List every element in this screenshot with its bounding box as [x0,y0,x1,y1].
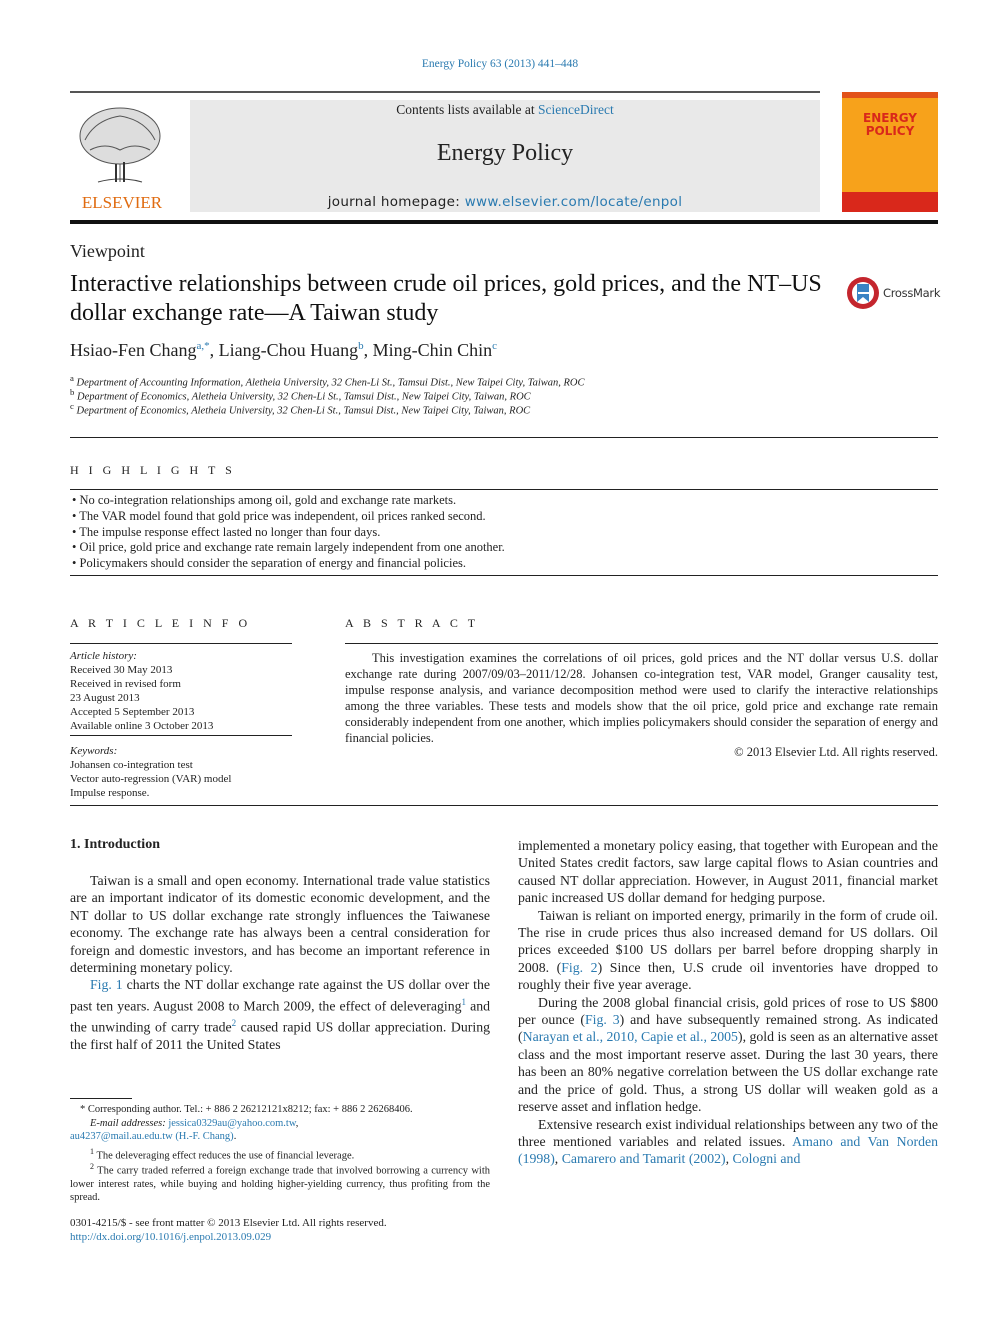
text: charts the NT dollar exchange rate against the US dollar over the past ten years. August 2008 to March 2009, the effect of deleveraging [70,977,491,1014]
article-info-rule [70,643,292,644]
paragraph [518,907,938,994]
paragraph: implemented a monetary policy easing, that together with European and the United States credit factors, saw large capital flows to Asian countries and caused NT dollar appreciation. However, in August 2011, financial market panic increased US dollar demand for hedging purpose. [518,838,938,906]
highlights-heading: H I G H L I G H T S [70,463,236,477]
history-line: Received 30 May 2013 [70,664,173,676]
issn-line: 0301-4215/$ - see front matter © 2013 Elsevier Ltd. All rights reserved. [70,1217,387,1229]
footnote-emails [70,1117,490,1144]
footnote-ref[interactable]: 2 [231,1017,237,1028]
abstract-heading: A B S T R A C T [345,616,479,630]
highlight-item: • Policymakers should consider the separation of energy and financial policies. [72,556,466,571]
history-line: Available online 3 October 2013 [70,720,214,732]
text: ) Since then, U.S crude oil inventories have dropped to roughly their five year average. [518,959,938,993]
reference-link[interactable]: Cologni and [732,1151,801,1167]
text: and the unwinding of carry trade [70,998,490,1035]
affil-sup: c [70,401,74,411]
email-link[interactable]: au4237@mail.au.edu.tw (H.-F. Chang) [70,1131,234,1143]
email-label: E-mail addresses: [90,1118,169,1129]
column-left [70,872,490,1053]
figure-link[interactable]: Fig. 3 [584,1012,620,1028]
journal-homepage [190,194,820,210]
reference-link[interactable]: Camarero and Tamarit (2002) [561,1151,726,1167]
article-info-heading: A R T I C L E I N F O [70,616,251,630]
text: During the 2008 global financial crisis, gold prices of rose to US $800 per ounce ( [518,994,938,1028]
affiliation [70,401,530,417]
contents-line [190,102,820,118]
section-divider [70,575,938,576]
journal-cover-thumbnail[interactable] [842,92,938,212]
highlight-text: Oil price, gold price and exchange rate remain largely independent from one another. [79,540,505,555]
footnote-number: 1 [90,1147,94,1156]
doi-link[interactable]: http://dx.doi.org/10.1016/j.enpol.2013.09.029 [70,1231,272,1243]
footnote-rule [70,1098,132,1099]
author-affil-sup[interactable]: a,* [196,340,210,352]
text: . [233,1131,237,1143]
text: Taiwan is reliant on imported energy, primarily in the form of crude oil. The rise in crude prices thus also increased demand for US dollars. Oil prices exceeded $100 US dollars per barrel before dropping sharply in 2008. ( [518,907,938,975]
elsevier-tree-logo [70,100,175,212]
article-info-rule [70,735,292,736]
header-bottom-rule [70,220,938,224]
reference-link[interactable]: Narayan et al., 2010, Capie et al., 2005 [522,1029,738,1045]
homepage-link[interactable]: www.elsevier.com/locate/enpol [464,194,683,210]
elsevier-wordmark: ELSEVIER [81,193,163,212]
history-line: Received in revised form [70,678,181,690]
header-top-rule [70,91,820,93]
highlight-item: • No co-integration relationships among oil, gold and exchange rate markets. [72,493,457,507]
keywords [70,744,300,800]
keyword: Vector auto-regression (VAR) model [70,773,232,785]
highlights-list [72,493,505,572]
text: , [554,1151,562,1167]
reference-link[interactable]: Amano and Van Norden (1998) [518,1133,938,1167]
article-type: Viewpoint [70,241,145,261]
author-list: Hsiao-Fen Chang$^{a,*}$, Liang-Chou Huang$^b$, Ming-Chin Chin$^c$ [70,340,498,360]
column-right [518,837,938,1168]
abstract-text: This investigation examines the correlations of oil prices, gold prices and the NT dollar versus U.S. dollar exchange rate during 2007/09/03–2011/12/28. Johansen co-integration test, VAR model, Granger causality test, impulse response analysis, and variance decomposition method were used to clarify the interactive relationships among the three variables. These tests and models show that the oil price, gold price and exchange rate remain considerably independent from one another, which implies policymakers should consider the separation of energy and financial policies. [345,651,938,745]
figure-link[interactable]: Fig. 1 [90,977,123,993]
article-info [70,649,300,733]
section-divider [70,437,938,438]
author-affil-sup[interactable]: b [358,340,364,352]
affil-text: Department of Economics, Aletheia University, 32 Chen-Li St., Tamsui Dist., New Taipei City, Taiwan, ROC [76,405,531,417]
history-line: 23 August 2013 [70,692,140,704]
keywords-label: Keywords: [70,745,118,757]
text: , [725,1151,733,1167]
figure-link[interactable]: Fig. 2 [561,959,598,975]
history-line: Accepted 5 September 2013 [70,706,195,718]
front-matter [70,1216,387,1244]
author-name[interactable]: Liang-Chou Huang [218,340,359,360]
highlight-text: The impulse response effect lasted no longer than four days. [79,524,381,539]
keyword: Johansen co-integration test [70,759,193,771]
footnote [70,1160,490,1205]
homepage-label: journal homepage: [327,194,465,210]
journal-title: Energy Policy [436,140,574,166]
footnote-corresponding: * Corresponding author. Tel.: + 886 2 26212121x8212; fax: + 886 2 26268406. [80,1104,413,1115]
affil-sup: a [70,373,74,383]
footnote-ref[interactable]: 1 [461,996,467,1007]
text: , [295,1118,299,1129]
footnote-number: 2 [90,1162,94,1171]
highlights-rule [70,489,938,490]
paragraph: Taiwan is a small and open economy. International trade value statistics are an important indicator of its domestic economic development, and the NT dollar to US dollar exchange rate strongly influences the Taiwanese economy. The exchange rate has always been a central consideration for foreign and domestic investors, and has become an important reference in determining monetary policy. [70,873,490,976]
highlight-item: • Oil price, gold price and exchange rate remain largely independent from one another. [72,540,505,555]
text: ), gold is seen as an alternative asset class and the most important reserve asset. During the last 30 years, there has been an 80% negative correlation between the US dollar exchange rate and the price of gold. Thus, a strong US dollar will weaken gold as a reserve asset and inflation hedge. [518,1029,938,1115]
highlight-item: • The impulse response effect lasted no longer than four days. [72,524,381,539]
introduction-heading: 1. Introduction [70,837,160,852]
paragraph [518,1116,938,1168]
author-affil-sup[interactable]: c [492,340,498,352]
author-name[interactable]: Ming-Chin Chin [372,340,493,360]
highlight-text: No co-integration relationships among oil, gold and exchange rate markets. [79,493,457,507]
footnote-text: The deleveraging effect reduces the use of financial leverage. [96,1150,355,1162]
email-link[interactable]: jessica0329au@yahoo.com.tw [168,1118,296,1129]
section-divider [70,805,938,806]
affil-text: Department of Accounting Information, Aletheia University, 32 Chen-Li St., Tamsui Dist., New Taipei City, Taiwan, ROC [76,377,585,389]
abstract-copyright: © 2013 Elsevier Ltd. All rights reserved. [734,745,938,759]
highlight-text: The VAR model found that gold price was independent, oil prices ranked second. [79,508,486,523]
affil-text: Department of Economics, Aletheia University, 32 Chen-Li St., Tamsui Dist., New Taipei City, Taiwan, ROC [77,391,531,403]
paragraph [518,994,938,1116]
crossmark-label: CrossMark [883,286,941,300]
author-name[interactable]: Hsiao-Fen Chang [70,340,197,360]
cover-title-line2: POLICY [865,124,915,138]
paragraph [70,976,490,1053]
keyword: Impulse response. [70,787,150,799]
history-label: Article history: [70,650,137,662]
text: ) and have subsequently remained strong. As indicated ( [518,1012,938,1045]
crossmark-badge[interactable] [846,276,942,310]
abstract-rule [345,643,938,644]
article-title: Interactive relationships between crude oil prices, gold prices, and the NT–US dollar exchange rate—A Taiwan study [70,271,822,326]
highlight-text: Policymakers should consider the separation of energy and financial policies. [79,556,466,571]
contents-prefix: Contents lists available at [396,102,538,117]
journal-citation[interactable]: Energy Policy 63 (2013) 441–448 [421,58,579,70]
footnote-text: The carry traded referred a foreign exchange trade that involved borrowing a currency with lower interest rates, while buying and holding higher-yielding currency, thus profiting from the spread. [70,1165,491,1204]
cover-title-line1: ENERGY [863,111,917,125]
text: Extensive research exist individual relationships between any two of the three mentioned variables and related issues. [518,1116,938,1149]
text: caused rapid US dollar appreciation. During the first half of 2011 the United States [70,1019,490,1052]
crossmark-icon [846,276,880,310]
affil-sup: b [70,387,75,397]
sciencedirect-link[interactable]: ScienceDirect [538,102,614,117]
highlight-item: • The VAR model found that gold price was independent, oil prices ranked second. [72,508,486,523]
